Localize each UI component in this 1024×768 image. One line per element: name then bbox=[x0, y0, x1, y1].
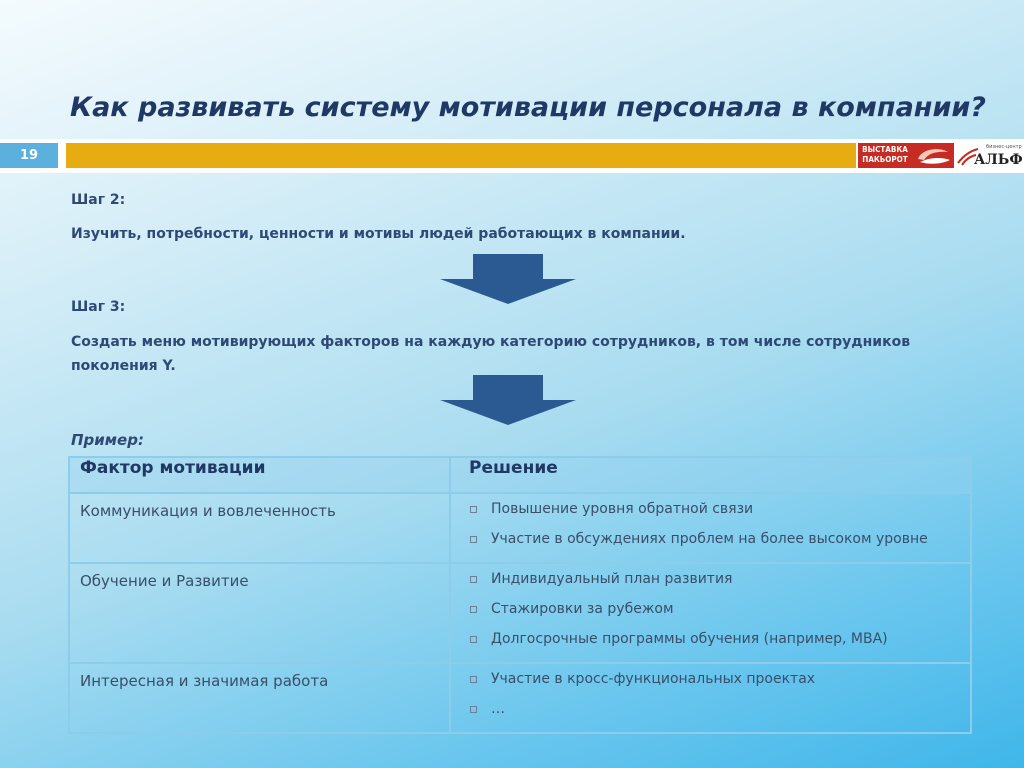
slide-number: 19 bbox=[0, 143, 58, 168]
square-bullet-icon bbox=[470, 576, 477, 583]
table-row bbox=[69, 663, 971, 733]
vystavka-logo-line1: ВЫСТАВКА bbox=[862, 145, 908, 154]
solution-text: Участие в обсуждениях проблем на более высоком уровне bbox=[491, 531, 928, 547]
accent-bar bbox=[66, 143, 856, 168]
list-item bbox=[469, 628, 960, 658]
solution-text: Стажировки за рубежом bbox=[491, 601, 674, 617]
solution-text: Участие в кросс-функциональных проектах bbox=[491, 671, 816, 687]
solution-cell bbox=[450, 563, 971, 663]
motivation-table bbox=[68, 456, 972, 734]
table-header-row bbox=[69, 457, 971, 493]
solution-text: … bbox=[491, 701, 505, 717]
square-bullet-icon bbox=[470, 676, 477, 683]
table-row bbox=[69, 493, 971, 563]
step3-text bbox=[71, 330, 971, 378]
vystavka-logo bbox=[858, 143, 912, 168]
header-solution: Решение bbox=[450, 457, 971, 493]
step3-label: Шаг 3: bbox=[71, 299, 126, 315]
down-arrow-icon bbox=[440, 375, 576, 425]
alfa-logo-small: бизнес-центр bbox=[986, 144, 1022, 150]
factor-cell: Обучение и Развитие bbox=[69, 563, 450, 663]
swirl-logo-icon bbox=[912, 143, 954, 168]
list-item bbox=[469, 568, 960, 598]
step2-text: Изучить, потребности, ценности и мотивы людей работающих в компании. bbox=[71, 226, 686, 242]
list-item bbox=[469, 528, 960, 558]
square-bullet-icon bbox=[470, 536, 477, 543]
step2-label: Шаг 2: bbox=[71, 192, 126, 208]
square-bullet-icon bbox=[470, 636, 477, 643]
factor-cell: Интересная и значимая работа bbox=[69, 663, 450, 733]
list-item bbox=[469, 698, 960, 728]
header-factor: Фактор мотивации bbox=[69, 457, 450, 493]
example-label: Пример: bbox=[71, 431, 144, 449]
step3-text-line1: Создать меню мотивирующих факторов на каждую категорию сотрудников, в том числе сотрудников bbox=[71, 334, 911, 350]
solution-text: Повышение уровня обратной связи bbox=[491, 501, 754, 517]
factor-cell: Коммуникация и вовлеченность bbox=[69, 493, 450, 563]
square-bullet-icon bbox=[470, 706, 477, 713]
solution-cell bbox=[450, 493, 971, 563]
table-row bbox=[69, 563, 971, 663]
solution-text: Долгосрочные программы обучения (например, MBA) bbox=[491, 631, 888, 647]
list-item bbox=[469, 598, 960, 628]
list-item bbox=[469, 668, 960, 698]
list-item bbox=[469, 498, 960, 528]
solution-cell bbox=[450, 663, 971, 733]
step3-text-line2: поколения Y. bbox=[71, 358, 176, 374]
alfa-logo-text: АЛЬФ bbox=[974, 152, 1023, 168]
square-bullet-icon bbox=[470, 506, 477, 513]
page-title: Как развивать систему мотивации персонала в компании? bbox=[70, 92, 986, 123]
down-arrow-icon bbox=[440, 254, 576, 304]
vystavka-logo-line2: ПАКЬОРОТ bbox=[862, 155, 908, 164]
solution-text: Индивидуальный план развития bbox=[491, 571, 733, 587]
square-bullet-icon bbox=[470, 606, 477, 613]
